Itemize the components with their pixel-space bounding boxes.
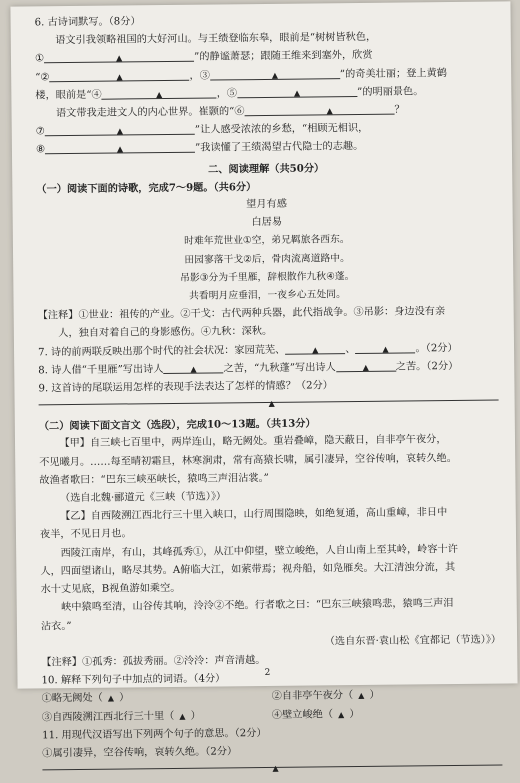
q6-line1: 语文引我领略祖国的大好河山。与王绩登临东皋，眼前是“树树皆秋色， [55,32,377,47]
q10: 10. 解释下列句子中加点的词语。（4分） [41,673,226,687]
passage-jia: 【甲】自三峡七百里中，两岸连山，略无阙处。重岩叠嶂，隐天蔽日，自非亭午夜分， [59,434,447,450]
page-number: 2 [264,667,271,679]
passage-note: 【注释】①孤秀：孤拔秀丽。②泠泠：声音清越。 [41,654,266,669]
poem-note: 人，独自对着自己的身影感伤。④九秋：深秋。 [58,326,273,340]
answer-blank[interactable]: ▲ [244,102,394,117]
q6-line2: ① ▲ ”的静谧萧瑟；跟随王维来到塞外，欣赏 [34,50,373,65]
q10-row: ①略无阙处（ ▲ ） ②自非亭午夜分（ ▲ ） [41,690,380,705]
answer-blank[interactable]: ▲ [45,122,195,137]
answer-blank[interactable]: ▲ [237,84,357,98]
poem-author: 白居易 [251,217,283,229]
passage-jia: 不见曦月。……每至晴初霜旦，林寒涧肃，常有高猿长啸，属引凄异，空谷传响，哀转久绝。 [39,452,457,469]
passage-jia-source: （选自北魏·郦道元《三峡（节选）》） [59,491,227,505]
q6-line6: ⑦ ▲ ”让人感受浓浓的乡愁，“相顾无相识， [35,123,369,138]
poem-title: 望月有感 [246,198,287,211]
poem-line: 共看明月应垂泪，一夜乡心五处同。 [189,289,346,302]
exam-page [10,1,517,774]
q8: 8. 诗人借“千里雁”写出诗人 ▲ 之苦，“九秋蓬”写出诗人 ▲ 之苦。（2分） [38,357,498,380]
poem-line: 田园寥落干戈②后，骨肉流离道路中。 [184,252,350,266]
answer-blank[interactable]: ▲ [336,358,396,372]
q6-line3: “② ▲ ，③ ▲ ”的奇美壮丽；登上黄鹤 [35,67,448,83]
q9: 9. 这首诗的尾联运用怎样的表现手法表达了怎样的情感？（2分） [38,380,333,395]
section-title: 二、阅读理解（共50分） [208,161,325,176]
poem-note: 【注释】①世业：祖传的产业。②干戈：古代两种兵器，此代指战争。③吊影：身边没有亲 [37,306,446,322]
passage-yi: 夜半，不见日月也。 [39,528,132,541]
q11-item: ①属引凄异，空谷传响，哀转久绝。（2分） [42,746,238,760]
q10-row: ③自西陵溯江西北行三十里（ ▲ ） ④壁立峻绝（ ▲ ） [41,708,360,723]
q6-title: 6. 古诗词默写。（8分） [34,16,141,29]
passage-yi: 水十丈见底，B视鱼游如乘空。 [40,582,181,596]
answer-blank[interactable]: ▲ [44,49,194,64]
passage-yi-source: （选自东晋·袁山松《宜都记（节选）》） [324,634,502,648]
passage-yi: 沾衣。” [40,620,72,632]
passage-yi: 西陵江南岸，有山，其峰孤秀①，从江中仰望，壁立峻绝，人自山南上至其岭，岭容十许 [60,543,458,559]
answer-blank[interactable]: ▲ [355,340,415,354]
passage-yi: 【乙】自西陵溯江西北行三十里入峡口，山行周围隐映，如绝复通，高山重嶂，非日中 [60,507,448,523]
answer-blank[interactable]: ▲ [49,67,189,81]
answer-line[interactable]: ▲ [39,400,499,416]
q7: 7. 诗的前两联反映出那个时代的社会状况：家园荒芜、 ▲ 、 ▲ 。（2分） [38,339,498,362]
q11: 11. 用现代汉语写出下列两个句子的意思。（2分） [42,727,267,742]
poem-line: 时难年荒世业①空，弟兄羁旅各西东。 [184,234,350,248]
passage-yi: 峡中猿鸣至清，山谷传其响，泠泠②不绝。行者歌之曰：“巴东三峡猿鸣悲，猿鸣三声泪 [61,598,454,614]
q6-line7: ⑧ ▲ ”我读懂了王绩渴望古代隐士的志趣。 [35,141,364,156]
passage-yi: 人，四面望诸山，略尽其势。A俯临大江，如萦带焉；视舟船，如凫雁矣。大江清浊分流，其 [40,561,456,578]
answer-line[interactable]: ▲ [42,765,502,781]
part-a-header: （一）阅读下面的诗歌，完成7～9题。（共6分） [36,180,257,196]
answer-blank[interactable]: ▲ [45,140,195,155]
poem-line: 吊影③分为千里雁，辞根散作九秋④蓬。 [180,270,355,284]
passage-jia: 故渔者歌曰：“巴东三峡巫峡长，猿鸣三声泪沾裳。” [39,472,269,487]
answer-blank[interactable]: ▲ [102,85,217,99]
answer-blank[interactable]: ▲ [163,360,223,374]
part-b-header: （二）阅读下面文言文（选段），完成10～13题。（共13分） [38,417,316,433]
q6-line4: 楼，眼前是“④ ▲ ，⑤ ▲ ”的明丽景色。 [35,82,495,105]
answer-blank[interactable]: ▲ [285,341,345,355]
answer-blank[interactable]: ▲ [210,66,340,80]
q6-line5: 语文带我走进文人的内心世界。崔颢的“⑥ ▲ ？ [35,101,495,124]
